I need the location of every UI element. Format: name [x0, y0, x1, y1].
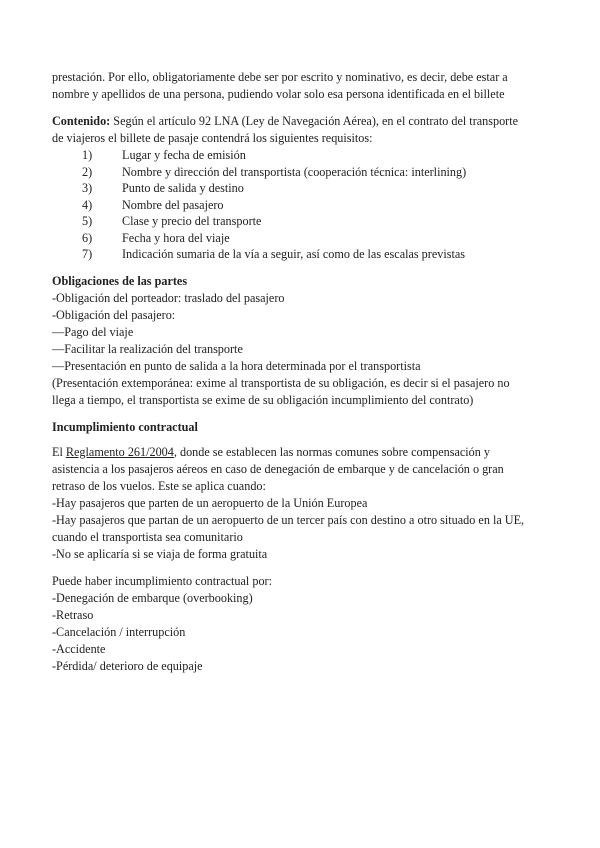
obligaciones-line: -Obligación del pasajero:	[52, 307, 176, 322]
obligaciones-line: —Presentación en punto de salida a la hora determinada por el transportista	[52, 358, 421, 373]
incumplimiento-line: -No se aplicaría si se viaja de forma gratuita	[52, 546, 268, 561]
requirements-list	[52, 147, 552, 263]
reglamento-line: El Reglamento 261/2004, donde se establecen las normas comunes sobre compensación y	[52, 444, 490, 459]
list-item: 1) Lugar y fecha de emisión	[82, 148, 246, 162]
incumplimiento-line: retraso de los vuelos. Este se aplica cuando:	[52, 478, 266, 493]
list-item: 2) Nombre y dirección del transportista (cooperación técnica: interlining)	[82, 164, 467, 179]
causas-line: Puede haber incumplimiento contractual por:	[52, 573, 272, 588]
list-item: 7) Indicación sumaria de la vía a seguir, así como de las escalas previstas	[82, 247, 466, 261]
obligaciones-line: (Presentación extemporánea: exime al transportista de su obligación, es decir si el pasajero no	[52, 375, 510, 390]
causas-line: -Accidente	[52, 641, 106, 656]
intro-line-2: nombre y apellidos de una persona, pudiendo volar solo esa persona identificada en el billete	[52, 87, 505, 101]
obligaciones-line: -Obligación del porteador: traslado del pasajero	[52, 290, 285, 305]
list-item: 3) Punto de salida y destino	[82, 181, 244, 195]
obligaciones-line: —Facilitar la realización del transporte	[52, 341, 243, 356]
causas-line: -Cancelación / interrupción	[52, 624, 186, 639]
contenido-line-1	[52, 113, 552, 130]
causas-line: -Retraso	[52, 607, 94, 622]
contenido-text-1: Según el artículo 92 LNA (Ley de Navegación Aérea), en el contrato del transporte	[110, 114, 519, 128]
intro-line-1: prestación. Por ello, obligatoriamente debe ser por escrito y nominativo, es decir, debe estar a	[52, 70, 508, 84]
obligaciones-line: llega a tiempo, el transportista se exime de su obligación incumplimiento del contrato)	[52, 392, 474, 407]
document-page	[52, 69, 552, 675]
causas-line: -Denegación de embarque (overbooking)	[52, 590, 253, 605]
list-item: 6) Fecha y hora del viaje	[82, 230, 230, 245]
incumplimiento-line: -Hay pasajeros que partan de un aeropuerto de un tercer país con destino a otro situado en la UE,	[52, 512, 525, 527]
contenido-label: Contenido:	[52, 114, 111, 128]
incumplimiento-heading: Incumplimiento contractual	[52, 419, 198, 434]
list-item: 5) Clase y precio del transporte	[82, 214, 262, 228]
obligaciones-heading: Obligaciones de las partes	[52, 273, 188, 288]
incumplimiento-line: asistencia a los pasajeros aéreos en caso de denegación de embarque y de cancelación o gran	[52, 461, 504, 476]
reglamento-link[interactable]: Reglamento 261/2004	[65, 444, 174, 459]
contenido-line-2: de viajeros el billete de pasaje contendrá los siguientes requisitos:	[52, 131, 373, 145]
list-item: 4) Nombre del pasajero	[82, 197, 224, 212]
incumplimiento-line: -Hay pasajeros que parten de un aeropuerto de la Unión Europea	[52, 495, 368, 510]
obligaciones-line: —Pago del viaje	[52, 324, 134, 339]
causas-line: -Pérdida/ deterioro de equipaje	[52, 658, 203, 673]
incumplimiento-line: cuando el transportista sea comunitario	[52, 529, 243, 544]
